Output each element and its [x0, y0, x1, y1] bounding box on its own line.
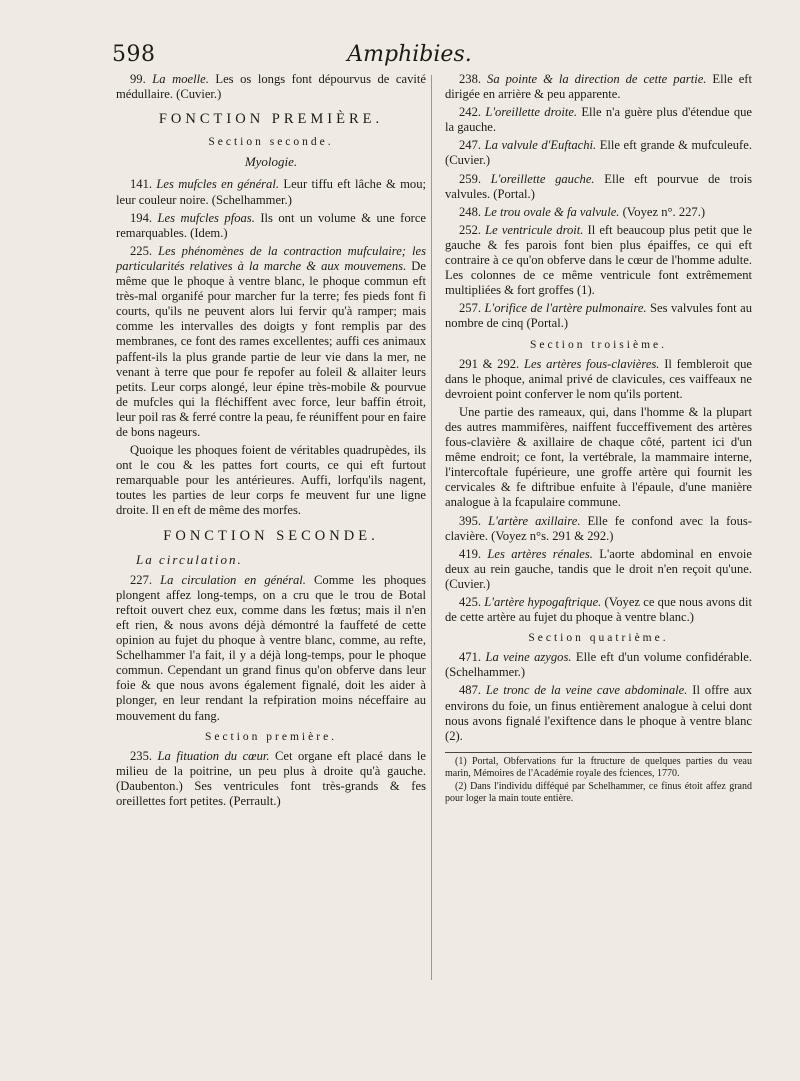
- paragraph-291: 291 & 292. Les artères fous-clavières. Il fembleroit que dans le phoque, animal privé de clavicules, ces vaiffeaux ne devroient point conferver le nom qu'ils portent.: [445, 356, 753, 401]
- section-heading: Section quatrième.: [528, 632, 669, 645]
- paragraph-141: 141. Les mufcles en général. Leur tiffu eft lâche & mou; leur couleur noire. (Schelhammer.): [116, 177, 426, 207]
- section-heading: Section première.: [204, 730, 338, 743]
- fonction-heading: FONCTION PREMIÈRE.: [158, 111, 384, 128]
- paragraph-247: 247. La valvule d'Euftachi. Elle eft grande & mufculeufe. (Cuvier.): [445, 138, 752, 168]
- running-title: Amphibies.: [347, 42, 472, 67]
- paragraph-99: 99. La moelle. Les os longs font dépourvus de cavité médullaire. (Cuvier.): [116, 72, 426, 102]
- footnote-rule: [445, 752, 752, 753]
- footnote-2: (2) Dans l'individu difféqué par Schelhammer, ce finus étoit affez grand pour loger la main toute entière.: [445, 780, 752, 804]
- section-heading: Section troisième.: [529, 338, 668, 351]
- paragraph-238: 238. Sa pointe & la direction de cette partie. Elle eft dirigée en arrière & peu apparente.: [445, 72, 752, 102]
- paragraph-425: 425. L'artère hypogaftrique. (Voyez ce que nous avons dit de cette artère au fujet du phoque à ventre blanc.): [445, 595, 752, 625]
- paragraph-227: 227. La circulation en général. Comme les phoques plongent affez long-temps, on a cru que le trou de Botal reftoit ouvert chez eux, comme dans les fœtus; mais il n'en eft rien, & nous avons déjà démontré la fauffeté de cette opinion au fujet du phoque à ventre blanc, comme, au refte, Schelhammer l'a fait, il y a déjà long-temps, pour le phoque commun. Cependant un grand finus qu'on obferve dans leur foie & que nous avons également fignalé, doit les aider à plonger, en leur rendant la refpiration moins néceffaire au mouvement du fang.: [116, 572, 426, 723]
- paragraph-248: 248. Le trou ovale & fa valvule. (Voyez n°. 227.): [459, 204, 706, 219]
- paragraph-242: 242. L'oreillette droite. Elle n'a guère plus d'étendue que la gauche.: [445, 105, 752, 135]
- paragraph-225-continued: Quoique les phoques foient de véritables quadrupèdes, ils ont le cou & les pattes fort courts, ce qui eft furtout remarquable pour les antérieures. Auffi, lorfqu'ils nagent, toutes les parties de leur corps fe meuvent fur une ligne droite. Il en eft de même des morfes.: [116, 443, 426, 518]
- paragraph-252: 252. Le ventricule droit. Il eft beaucoup plus petit que le gauche & fes parois font bien plus épaiffes, ce qui eft contraire à ce qu'on obferve dans le cœur de l'homme adulte. Les colonnes de ce même ventricule font extrêmement multipliées & fort groffes (1).: [445, 222, 752, 298]
- paragraph-225: 225. Les phénomènes de la contraction mufculaire; les particularités relatives à la marche & aux mouvemens. De même que le phoque à ventre blanc, le phoque commun eft très-mal organifé pour marcher fur la terre; fes pieds font fi courts, qu'ils ne peuvent alors lui fervir qu'à ramper; mais comme les intervalles des doigts y font remplis par des membranes, ce font des rames excellentes; auffi ces animaux paffent-ils la plus grande partie de leur vie dans la mer, ne venant à terre que pour fe repofer au foleil & allaiter leurs petits. Leur corps alongé, leur épine très-mobile & pourvue de mufcles qui la fléchiffent avec force, leur baffin étroit, leur poil ras & ferré contre la peau, fe réuniffent pour en faire de bons nageurs.: [116, 243, 426, 439]
- column-divider: [431, 75, 432, 980]
- section-heading: Section seconde.: [208, 136, 334, 149]
- paragraph-471: 471. La veine azygos. Elle eft d'un volume confidérable. (Schelhammer.): [445, 650, 752, 680]
- paragraph-259: 259. L'oreillette gauche. Elle eft pourvue de trois valvules. (Portal.): [445, 171, 752, 201]
- subsection-heading: Myologie.: [244, 154, 298, 170]
- subsection-heading: La circulation.: [136, 551, 243, 567]
- paragraph-235: 235. La fituation du cœur. Cet organe eft placé dans le milieu de la poitrine, un peu plus à droite qu'à gauche. (Daubenton.) Ses ventricules font très-grands & fes oreillettes fort petites. (Perrault.): [116, 748, 427, 809]
- paragraph-291-continued: Une partie des rameaux, qui, dans l'homme & la plupart des autres mammifères, naiffent fucceffivement des artères fous-clavière & axillaire de chaque côté, partent ici d'un même endroit; ce font, la vertébrale, la mammaire interne, l'intercoftale fupérieure, une groffe artère qui fournit les cervicales & fe diftribue enfuite à l'épaule, d'une manière analogue à la fcapulaire commune.: [445, 404, 752, 510]
- left-column: [116, 72, 426, 812]
- fonction-heading: FONCTION SECONDE.: [163, 527, 379, 544]
- page-number: 598: [112, 42, 156, 67]
- paragraph-419: 419. Les artères rénales. L'aorte abdominal en envoie deux au rein gauche, tandis que le droit n'en reçoit qu'une. (Cuvier.): [445, 546, 752, 591]
- footnote-1: (1) Portal, Obfervations fur la ftructure de quelques parties du veau marin, Mémoires de l'Académie royale des fciences, 1770.: [445, 755, 752, 779]
- paragraph-194: 194. Les mufcles pfoas. Ils ont un volume & une force remarquables. (Idem.): [116, 210, 426, 240]
- paragraph-257: 257. L'orifice de l'artère pulmonaire. Ses valvules font au nombre de cinq (Portal.): [445, 301, 752, 331]
- paragraph-395: 395. L'artère axillaire. Elle fe confond avec la fous-clavière. (Voyez n°s. 291 & 292.): [445, 513, 752, 543]
- running-header: [112, 42, 707, 72]
- paragraph-487: 487. Le tronc de la veine cave abdominale. Il offre aux environs du foie, un finus entièrement analogue à celui dont nous avons fignalé l'exiftence dans le phoque à ventre blanc (2).: [445, 683, 753, 743]
- right-column: [445, 72, 752, 806]
